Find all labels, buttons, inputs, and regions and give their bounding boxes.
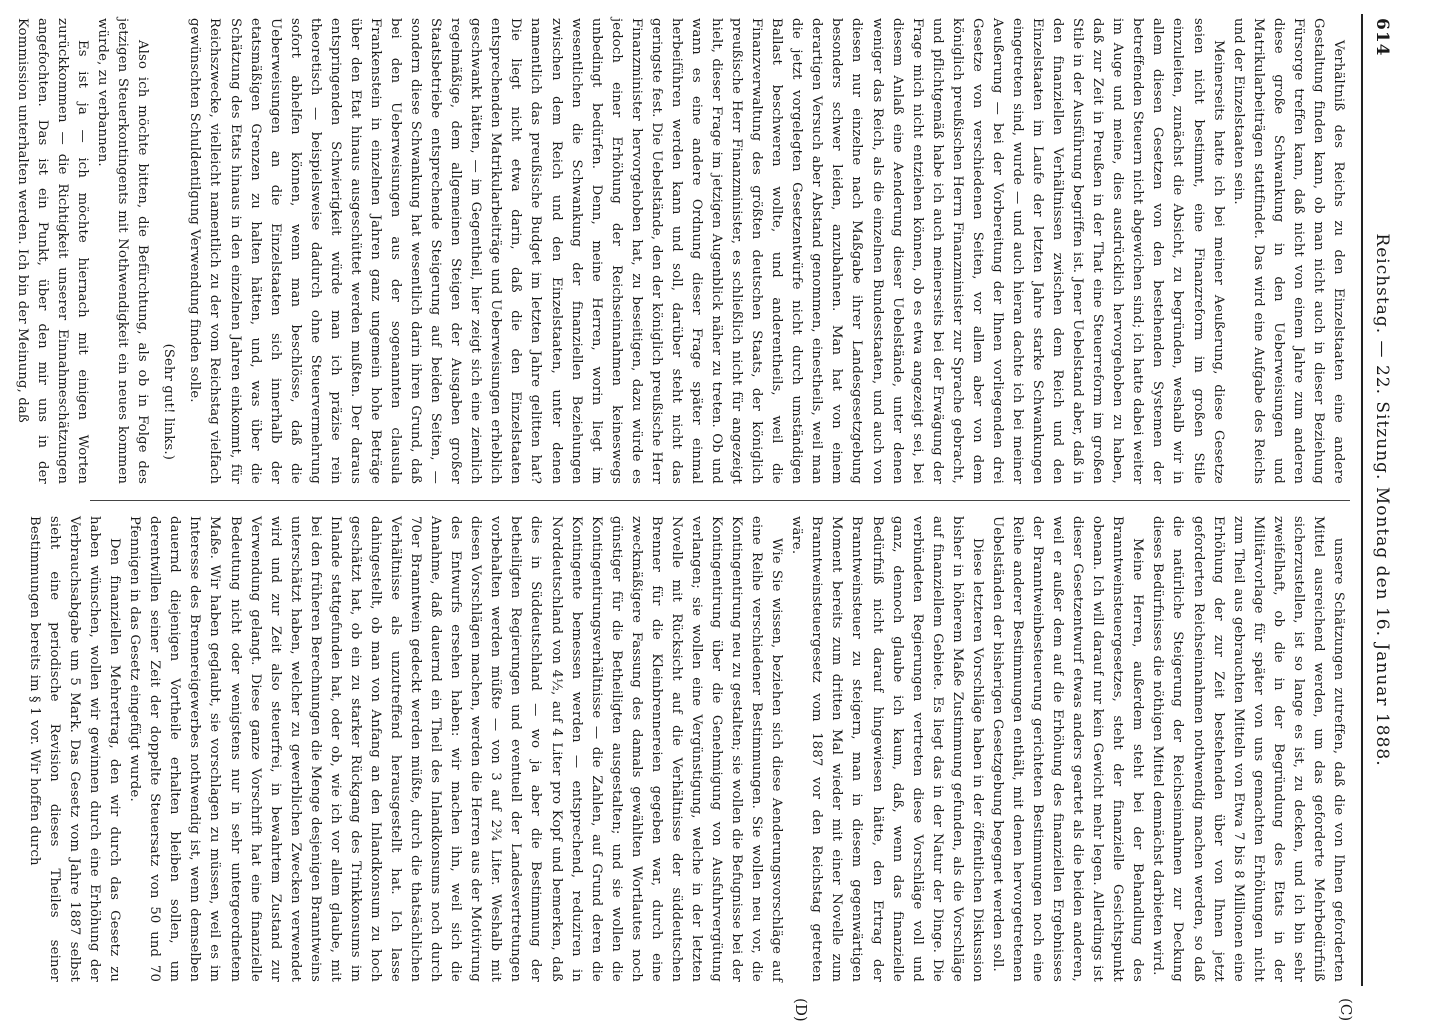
page-header	[1360, 8, 1420, 992]
paragraph: Den finanziellen Mehrertrag, den wir durch das Gesetz zu haben wünschen, wollen wir gewinnen durch eine Erhöhung der Verbrauchsabgabe um 5 Mark. Das Gesetz vom Jahre 1887 selbst sieht eine periodische Revision dieses Theiles seiner Bestimmungen bereits im § 1 vor. Wir hoffen durch	[26, 516, 123, 982]
right-column	[26, 516, 1348, 982]
paragraph: Verhältniß des Reichs zu den Einzelstaaten eine andere Gestaltung finden kann, ob man nicht auch in dieser Beziehung Fürsorge treffen kann, daß nicht von einem Jahre zum anderen diese große Schwankung in den Ueberweisungen und Matrikularbeiträgen stattfindet. Das wird eine Aufgabe des Reichs und der Einzelstaaten sein.	[1230, 18, 1346, 484]
paragraph: Meine Herren, außerdem steht bei der Behandlung des Branntweinsteuergesetzes, steht der finanzielle Gesichtspunkt obenan. Ich will darauf nur kein Gewicht mehr legen. Allerdings ist dieser Gesetzentwurf etwas anders geartet als die beiden anderen, weil er außer dem auf die Erhöhung des finanziellen Ergebnisses der Branntweinbesteuerung gerichteten Bestimmungen noch eine Reihe anderer Bestimmungen enthält, mit denen hervorgetretenen Uebelständen der bisherigen Gesetzgebung begegnet werden soll.	[989, 516, 1146, 982]
running-head: Reichstag. — 22. Sitzung. Montag den 16. Januar 1888.	[1372, 233, 1392, 767]
margin-marker-c: (C)	[1337, 998, 1355, 1022]
header-rule	[1361, 14, 1363, 986]
paragraph: Also ich möchte bitten, die Befürchtung, als ob in Folge des jetzigen Steuerkontingents mit Nothwendigkeit ein neues kommen würde, zu verbannen.	[95, 18, 151, 484]
page-number: 614	[1372, 18, 1392, 57]
paragraph: unsere Schätzungen zutreffen, daß die von Ihnen geforderten Mittel ausreichend werden, um das geforderte Mehrbedürfniß sicherzustellen, ist so lange es ist, zu decken, und ich bin sehr zweifelhaft, ob die in der Begründung des Etats in der Militärvorlage für später von uns gemachten Erhöhungen nicht zum Theil aus gebrauchten Mitteln von Etwa 7 bis 8 Millionen eine Erhöhung der zur Zeit bestehenden über von Ihnen jetzt geforderten Reichseinnahmen nothwendig machen werden, so daß die natürliche Steigerung der Reichseinnahmen zur Deckung dieses Bedürfnisses die nöthigen Mittel demnächst darbieten wird.	[1150, 516, 1346, 982]
column-divider	[90, 500, 1350, 501]
margin-marker-d: (D)	[792, 998, 810, 1022]
paragraph: Diese letzteren Vorschläge haben in der öffentlichen Diskussion bisher in höherem Maße Zustimmung gefunden, als die Vorschläge auf finanziellem Gebiete. Es liegt das in der Natur der Dinge. Die verbündeten Regierungen vertreten diese Vorschläge voll und ganz, dennoch glaube ich kaum, daß, wenn das finanzielle Bedürfniß nicht darauf hingewiesen hätte, den Ertrag der Branntweinsteuer zu steigern, man in diesem gegenwärtigen Moment bereits zum dritten Mal wieder mit einer Novelle zum Branntweinsteuergesetz vom 1887 vor den Reichstag getreten wäre.	[789, 516, 985, 982]
paragraph: Wie Sie wissen, beziehen sich diese Aenderungsvorschläge auf eine Reihe verschiedener Bestimmungen. Sie wollen neu vor, die Kontingentirung neu zu gestalten; sie wollen die Befugnisse bei der Kontingentirung über die Genehmigung von Ausfuhrvergütung verlangen; sie wollen eine Vergünstigung, welche in der letzten Novelle mit Rücksicht auf die Verhältnisse der süddeutschen Brenner für die Kleinbrennereien gegeben war, durch eine zweckmäßigere Fassung des damals gewählten Wortlautes noch günstiger für die Betheiligten ausgestalten; und sie wollen die Kontingentirungsverhältnisse — die Zahlen, auf Grund deren die Kontingente bemessen werden — entsprechend, reduziren in Norddeutschland von 4½, auf 4 Liter pro Kopf und bemerken, daß dies in Süddeutschland — wo ja aber die Bestimmung der betheiligten Regierungen und eventuell der Landesvertretungen vorbehalten werden müßte — von 3 auf 2¾ Liter. Weshalb mit diesen Vorschlägen machen, werden die Herren aus der Motivirung des Entwurfs ersehen haben: wir machen ihn, weil sich die Annahme, daß dauernd ein Theil des Inlandkonsums noch durch 70er Branntwein gedeckt werden müßte, durch die thatsächlichen Verhältnisse als unzutreffend herausgestellt hat. Ich lasse dahingestellt, ob man von Anfang an den Inlandkonsum zu hoch geschätzt hat, ob ein zu starker Rückgang des Trinkkonsums im Inlande stattgefunden hat, oder ob, wie ich vor allem glaube, mit bei den früheren Berechnungen die Menge desjenigen Branntweins unterschätzt haben, welcher zu gewerblichen Zwecken verwendet wird und zur Zeit also steuerfrei, in bewahrtem Zustand zur Verwendung gelangt. Diese ganze Vorschrift hat eine finanzielle Bedeutung nicht oder wenigstens nur in sehr untergeordnetem Maße. Wir haben geglaubt, sie vorschlagen zu müssen, weil es im Interesse des Brennereigewerbes nothwendig ist, wenn demselben dauernd diejenigen Vortheile erhalten bleiben sollen, um derentwillen seiner Zeit der doppelte Steuersatz von 50 und 70 Pfennigen in das Gesetz eingefügt wurde.	[127, 516, 785, 982]
rotated-page	[14, 8, 1420, 1022]
paragraph: Meinerseits hatte ich bei meiner Aeußerung, diese Gesetze seien nicht bestimmt, eine Finanzreform im großen Stile einzuleiten, zunächst die Absicht, zu begründen, weshalb wir in allem diesen Gesetzen von den bestehenden Systemen der betreffenden Steuern nicht abgewichen sind; ich hatte dabei weiter im Auge und meine, dies ausdrücklich hervorgehoben zu haben, daß zur Zeit in Preußen in der That eine Steuerreform im großen Stile in der Ausführung begriffen ist. Jener Uebelstand aber, daß in den finanziellen Verhältnissen zwischen dem Reich und den Einzelstaaten im Laufe der letzten Jahre starke Schwankungen eingetreten sind, wurde — und auch hieran dachte ich bei meiner Aeußerung — bei der Vorbereitung der Ihnen vorliegenden drei Gesetze von verschiedenen Seiten, vor allem aber von dem königlich preußischen Herrn Finanzminister zur Sprache gebracht, und pflichtgemäß habe ich auch meinerseits bei der Erwägung der Frage mich nicht entziehen können, ob es etwa angezeigt sei, bei diesem Anlaß eine Aenderung dieser Uebelstände, unter denen weniger das Reich, als die einzelnen Bundesstaaten, und auch von diesen nur einzelne nach Maßgabe ihrer Landesgesetzgebung besonders schwer leiden, anzubahnen. Man hat von einem derartigen Versuch aber Abstand genommen, einestheils, weil man die jetzt vorgelegten Gesetzentwürfe nicht durch umständigen Ballast beschweren wollte, und anderentheils, weil die Finanzverwaltung des größten deutschen Staats, der königlich preußische Herr Finanzminister, es schließlich nicht für angezeigt hielt, dieser Frage im jetzigen Augenblick näher zu treten. Ob und wann es eine andere Ordnung dieser Frage später einmal herbeiführen werden kann und soll, darüber steht nicht das geringste fest. Die Uebelstände, den der königlich preußische Herr Finanzminister hervorgehoben hat, zu beseitigen, dazu würde es jedoch einer Erhöhung der Reichseinnahmen keineswegs unbedingt bedürfen. Denn, meine Herren, worin liegt im wesentlichen die Schwankung der finanziellen Beziehungen zwischen dem Reich und den Einzelstaaten, unter denen namentlich das preußische Budget im letzten Jahre gelitten hat? Die liegt nicht etwa darin, daß die den Einzelstaaten entsprechenden Matrikularbeiträge und Ueberweisungen erheblich geschwankt hätten, — im Gegentheil, hier zeigt sich eine ziemlich regelmäßige, dem allgemeinen Steigen der Ausgaben großer Staatsbetriebe entsprechende Steigerung auf beiden Seiten, — sondern diese Schwankung hat wesentlich darin ihren Grund, daß bei den Ueberweisungen aus der sogenannten clausula Frankenstein in einzelnen Jahren ganz ungemein hohe Beträge über den Etat hinaus ausgeschüttet werden mußten. Der daraus entspringenden Schwierigkeit würde man ich präzise rein theoretisch — beispielsweise dadurch ohne Steuervermehrung sofort abhelfen können, wenn man beschlösse, daß die Ueberweisungen an die Einzelstaaten sich innerhalb der etatsmäßigen Grenzen zu halten hätten, und, was über die Schätzung des Etats hinaus in den einzelnen Jahren einkommt, für Reichszwecke, vielleicht namentlich zu der vom Reichstag vielfach gewünschten Schuldentilgung Verwendung finden solle.	[187, 18, 1226, 484]
interjection: (Sehr gut! links.)	[161, 343, 177, 460]
left-column	[14, 18, 1348, 484]
paragraph: Es ist ja — ich möchte hiernach mit einigen Worten zurückkommen — die Richtigkeit unserer Einnahmeschätzungen angefochten. Das ist ein Punkt, über den mir uns in der Kommission unterhalten werden. Ich bin der Meinung, daß	[14, 18, 91, 484]
